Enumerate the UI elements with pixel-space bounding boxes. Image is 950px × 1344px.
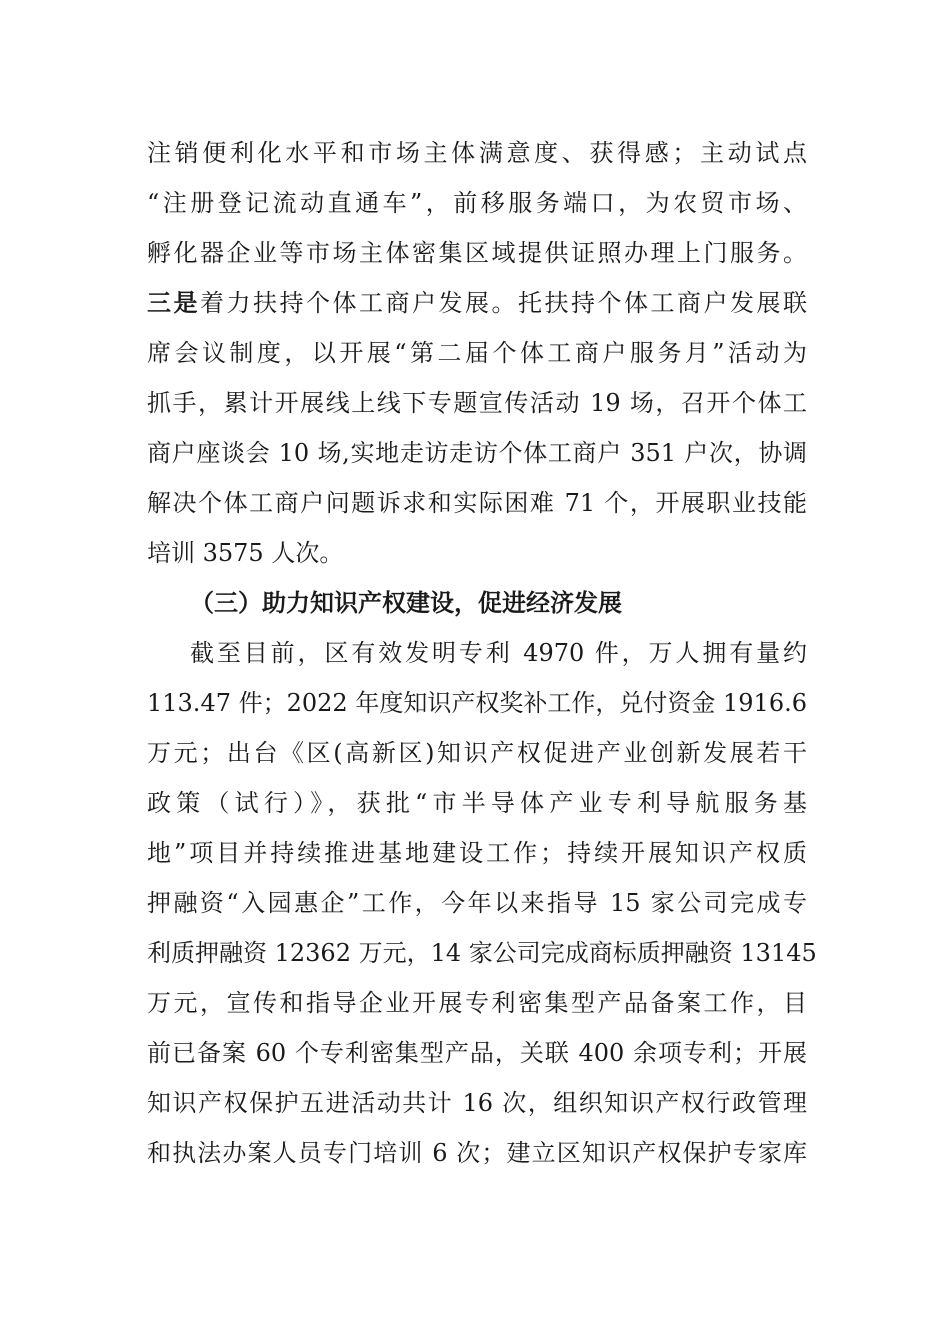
third-point-text: 着力扶持个体工商户发展。托扶持个体工商户发展联: [200, 289, 807, 317]
paragraph-line: 前已备案 60 个专利密集型产品，关联 400 余项专利；开展: [147, 1039, 807, 1067]
paragraph-line: 抓手，累计开展线上线下专题宣传活动 19 场，召开个体工: [147, 389, 807, 417]
paragraph-line-third-point: [147, 286, 807, 320]
paragraph-line: 席会议制度，以开展“第二届个体工商户服务月”活动为: [147, 339, 807, 367]
third-point-label: 三是: [147, 288, 200, 317]
paragraph-line: 孵化器企业等市场主体密集区域提供证照办理上门服务。: [147, 239, 807, 267]
paragraph-line: 截至目前，区有效发明专利 4970 件，万人拥有量约: [190, 639, 807, 667]
paragraph-line: 地”项目并持续推进基地建设工作；持续开展知识产权质: [147, 839, 807, 867]
paragraph-line: 注销便利化水平和市场主体满意度、获得感；主动试点: [147, 139, 807, 167]
paragraph-line: 培训 3575 人次。: [147, 539, 344, 567]
paragraph-line: 利质押融资 12362 万元，14 家公司完成商标质押融资 13145: [147, 939, 817, 967]
paragraph-line: “注册登记流动直通车”，前移服务端口，为农贸市场、: [147, 189, 807, 217]
paragraph-line: 解决个体工商户问题诉求和实际困难 71 个，开展职业技能: [147, 489, 807, 517]
section-heading: （三）助力知识产权建设，促进经济发展: [190, 588, 622, 617]
paragraph-line: 政策（试行）》，获批“市半导体产业专利导航服务基: [147, 789, 807, 817]
paragraph-line: 万元，宣传和指导企业开展专利密集型产品备案工作，目: [147, 989, 807, 1017]
paragraph-line: 113.47 件；2022 年度知识产权奖补工作，兑付资金 1916.6: [147, 689, 807, 717]
paragraph-line: 商户座谈会 10 场,实地走访走访个体工商户 351 户次，协调: [147, 439, 807, 467]
paragraph-line: 知识产权保护五进活动共计 16 次，组织知识产权行政管理: [147, 1089, 807, 1117]
paragraph-line: 和执法办案人员专门培训 6 次；建立区知识产权保护专家库: [147, 1139, 807, 1167]
paragraph-line: 押融资“入园惠企”工作，今年以来指导 15 家公司完成专: [147, 889, 807, 917]
paragraph-line: 万元；出台《区(高新区)知识产权促进产业创新发展若干: [147, 739, 807, 767]
